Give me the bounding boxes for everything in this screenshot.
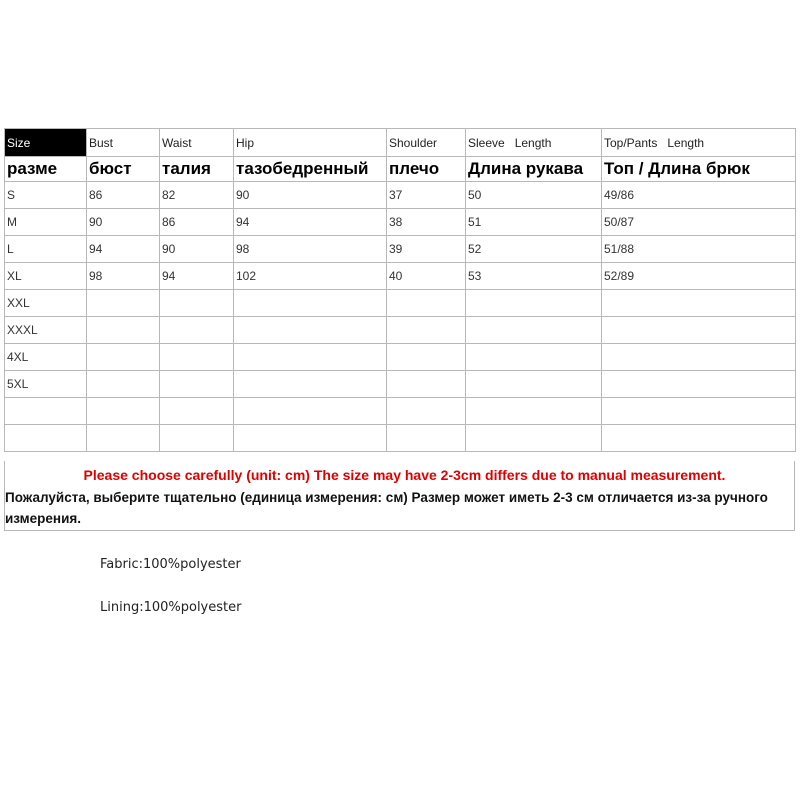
cell-waist (160, 371, 234, 398)
cell-shoulder: 40 (387, 263, 466, 290)
table-row (5, 263, 796, 290)
header-shoulder: Shoulder (387, 129, 466, 157)
cell-shoulder (387, 398, 466, 425)
cell-size: 5XL (5, 371, 87, 398)
cell-bust: 90 (87, 209, 160, 236)
cell-top-pants-length (602, 371, 796, 398)
cell-hip (234, 290, 387, 317)
table-row (5, 236, 796, 263)
cell-bust (87, 425, 160, 452)
cell-hip: 98 (234, 236, 387, 263)
cell-top-pants-length (602, 290, 796, 317)
cell-sleeve-length: 53 (466, 263, 602, 290)
cell-sleeve-length: 51 (466, 209, 602, 236)
cell-bust (87, 344, 160, 371)
cell-waist: 90 (160, 236, 234, 263)
cell-shoulder (387, 344, 466, 371)
cell-top-pants-length (602, 398, 796, 425)
header-hip-ru: тазобедренный (234, 157, 387, 182)
table-row (5, 371, 796, 398)
header-sleeve-length: Sleeve Length (466, 129, 602, 157)
table-row (5, 425, 796, 452)
cell-bust (87, 290, 160, 317)
table-row (5, 209, 796, 236)
cell-top-pants-length: 52/89 (602, 263, 796, 290)
cell-shoulder (387, 371, 466, 398)
cell-sleeve-length (466, 317, 602, 344)
cell-size: XL (5, 263, 87, 290)
header-size: Size (5, 129, 87, 157)
header-hip: Hip (234, 129, 387, 157)
cell-shoulder (387, 317, 466, 344)
cell-bust: 94 (87, 236, 160, 263)
header-shoulder-ru: плечо (387, 157, 466, 182)
cell-hip (234, 317, 387, 344)
notes-box (4, 461, 795, 531)
cell-hip (234, 371, 387, 398)
cell-size: XXL (5, 290, 87, 317)
header-sleeve-length-ru: Длина рукава (466, 157, 602, 182)
header-bust-ru: бюст (87, 157, 160, 182)
table-row (5, 182, 796, 209)
header-bust: Bust (87, 129, 160, 157)
cell-sleeve-length (466, 425, 602, 452)
cell-waist (160, 398, 234, 425)
cell-hip: 102 (234, 263, 387, 290)
header-waist: Waist (160, 129, 234, 157)
cell-sleeve-length: 50 (466, 182, 602, 209)
header-top-pants-length-ru: Топ / Длина брюк (602, 157, 796, 182)
cell-top-pants-length (602, 317, 796, 344)
header-size-ru: разме (5, 157, 87, 182)
cell-bust: 86 (87, 182, 160, 209)
cell-hip (234, 425, 387, 452)
cell-waist (160, 344, 234, 371)
cell-sleeve-length: 52 (466, 236, 602, 263)
lining-info: Lining:100%polyester (100, 600, 242, 615)
measurement-warning-en: Please choose carefully (unit: cm) The size may have 2-3cm differs due to manual measurement. (83, 467, 726, 483)
cell-top-pants-length (602, 425, 796, 452)
table-row (5, 344, 796, 371)
measurement-warning-ru: Пожалуйста, выберите тщательно (единица измерения: см) Размер может иметь 2-3 см отличается из-за ручного измерения. (5, 490, 768, 526)
header-top-pants-length: Top/Pants Length (602, 129, 796, 157)
header-row-ru (5, 157, 796, 182)
cell-top-pants-length: 51/88 (602, 236, 796, 263)
fabric-info: Fabric:100%polyester (100, 557, 241, 572)
cell-sleeve-length (466, 371, 602, 398)
cell-size: S (5, 182, 87, 209)
cell-size: XXXL (5, 317, 87, 344)
table-row (5, 290, 796, 317)
cell-sleeve-length (466, 398, 602, 425)
cell-waist (160, 317, 234, 344)
header-row-en (5, 129, 796, 157)
table-row (5, 398, 796, 425)
cell-waist: 94 (160, 263, 234, 290)
cell-shoulder: 38 (387, 209, 466, 236)
cell-hip: 90 (234, 182, 387, 209)
cell-top-pants-length (602, 344, 796, 371)
cell-size: 4XL (5, 344, 87, 371)
cell-sleeve-length (466, 344, 602, 371)
cell-shoulder (387, 290, 466, 317)
cell-hip (234, 344, 387, 371)
header-waist-ru: талия (160, 157, 234, 182)
cell-waist (160, 425, 234, 452)
cell-waist: 82 (160, 182, 234, 209)
cell-shoulder: 39 (387, 236, 466, 263)
cell-hip (234, 398, 387, 425)
cell-size (5, 425, 87, 452)
cell-bust (87, 371, 160, 398)
table-row (5, 317, 796, 344)
cell-waist: 86 (160, 209, 234, 236)
cell-bust (87, 398, 160, 425)
cell-sleeve-length (466, 290, 602, 317)
cell-shoulder: 37 (387, 182, 466, 209)
cell-size: L (5, 236, 87, 263)
cell-waist (160, 290, 234, 317)
cell-size: M (5, 209, 87, 236)
cell-size (5, 398, 87, 425)
cell-hip: 94 (234, 209, 387, 236)
cell-top-pants-length: 49/86 (602, 182, 796, 209)
size-chart-table (4, 128, 796, 452)
cell-bust (87, 317, 160, 344)
cell-bust: 98 (87, 263, 160, 290)
cell-top-pants-length: 50/87 (602, 209, 796, 236)
cell-shoulder (387, 425, 466, 452)
